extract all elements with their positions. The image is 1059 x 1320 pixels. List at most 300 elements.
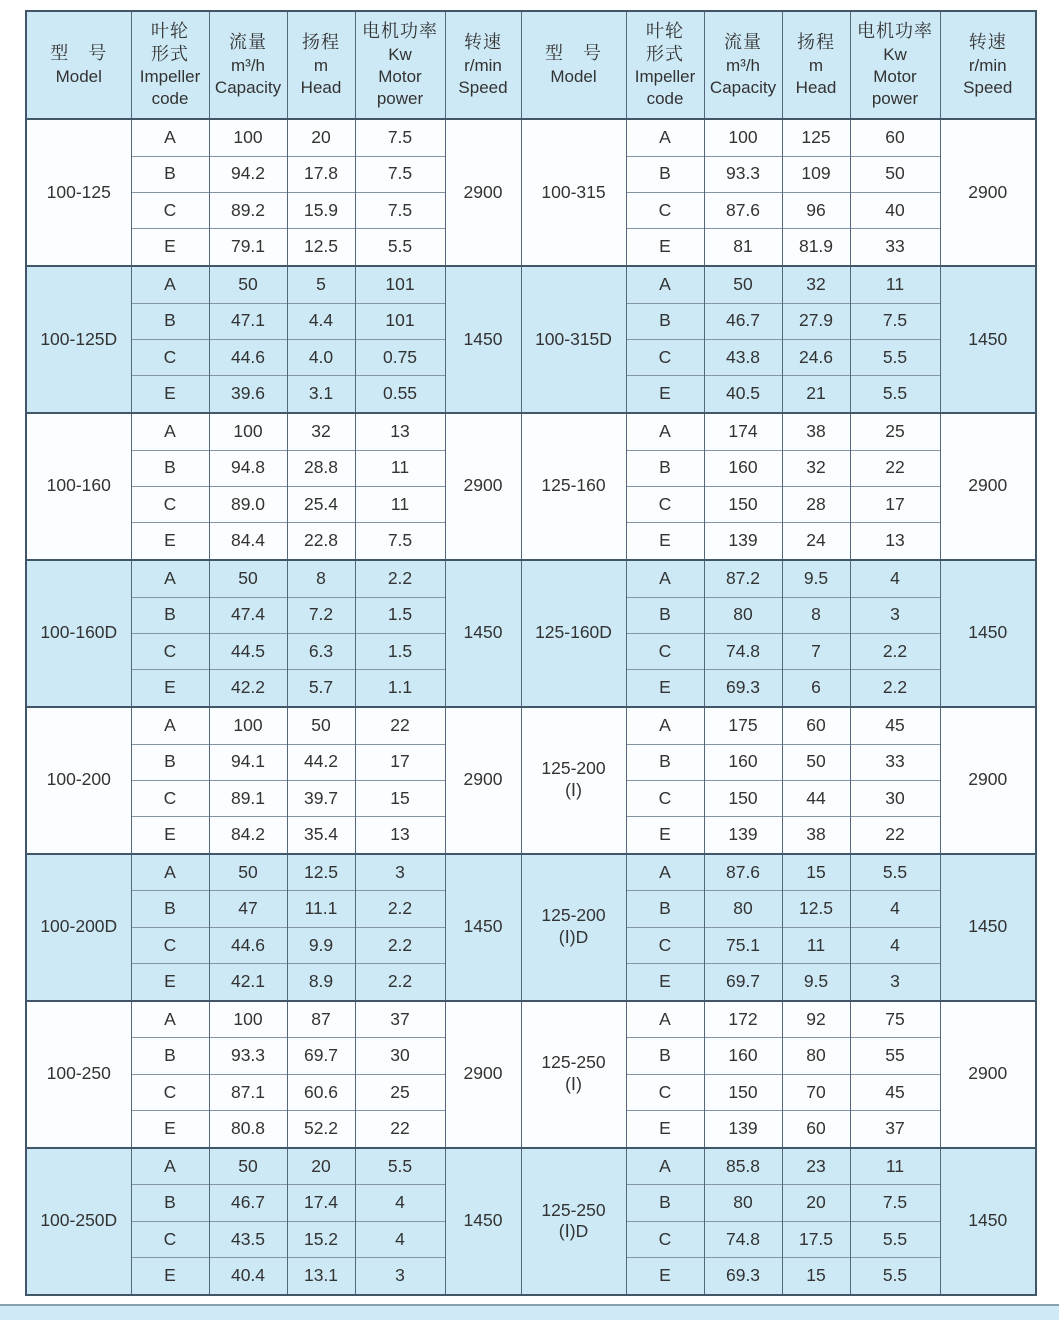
header-label-en: Motor <box>873 66 917 86</box>
capacity-cell: 50 <box>209 266 287 303</box>
impeller-code-cell: A <box>626 1001 704 1038</box>
capacity-cell: 100 <box>704 119 782 156</box>
table-row <box>26 119 1036 156</box>
motor-power-cell: 1.1 <box>355 670 445 707</box>
motor-power-cell: 45 <box>850 1074 940 1110</box>
header-label-zh: 叶轮 <box>151 20 189 41</box>
head-cell: 5 <box>287 266 355 303</box>
head-cell: 8.9 <box>287 964 355 1001</box>
head-cell: 12.5 <box>782 891 850 927</box>
motor-power-cell: 1.5 <box>355 597 445 633</box>
col-header-power <box>355 11 445 119</box>
motor-power-cell: 5.5 <box>850 376 940 413</box>
capacity-cell: 50 <box>209 854 287 891</box>
head-cell: 60 <box>782 707 850 744</box>
motor-power-cell: 11 <box>355 486 445 522</box>
head-cell: 25.4 <box>287 486 355 522</box>
capacity-cell: 80 <box>704 891 782 927</box>
model-cell <box>521 266 626 413</box>
impeller-code-cell: C <box>626 339 704 375</box>
impeller-code-cell: B <box>626 1185 704 1221</box>
model-label-line: 100-200D <box>40 916 118 937</box>
motor-power-cell: 11 <box>850 1148 940 1185</box>
impeller-code-cell: E <box>626 523 704 560</box>
motor-power-cell: 2.2 <box>355 964 445 1001</box>
motor-power-cell: 33 <box>850 744 940 780</box>
head-cell: 12.5 <box>287 854 355 891</box>
motor-power-cell: 30 <box>355 1038 445 1074</box>
capacity-cell: 89.1 <box>209 780 287 816</box>
impeller-code-cell: A <box>131 413 209 450</box>
head-cell: 21 <box>782 376 850 413</box>
model-cell <box>521 560 626 707</box>
model-cell <box>26 1001 131 1148</box>
head-cell: 44 <box>782 780 850 816</box>
speed-cell: 1450 <box>445 560 521 707</box>
header-label-en: Impeller <box>634 67 696 87</box>
impeller-code-cell: C <box>626 1221 704 1257</box>
motor-power-cell: 7.5 <box>850 303 940 339</box>
capacity-cell: 139 <box>704 523 782 560</box>
header-label-en: Head <box>300 77 342 97</box>
speed-cell: 2900 <box>445 413 521 560</box>
motor-power-cell: 50 <box>850 156 940 192</box>
head-cell: 81.9 <box>782 229 850 266</box>
capacity-cell: 174 <box>704 413 782 450</box>
motor-power-cell: 25 <box>355 1074 445 1110</box>
model-label-line: 100-160D <box>40 622 118 643</box>
capacity-cell: 160 <box>704 744 782 780</box>
capacity-cell: 94.1 <box>209 744 287 780</box>
motor-power-cell: 4 <box>850 927 940 963</box>
motor-power-cell: 17 <box>355 744 445 780</box>
motor-power-cell: 22 <box>850 817 940 854</box>
head-cell: 24 <box>782 523 850 560</box>
impeller-code-cell: A <box>626 119 704 156</box>
header-label-en: code <box>151 89 189 109</box>
header-label-zh: 扬程 <box>302 32 340 53</box>
head-cell: 52.2 <box>287 1111 355 1148</box>
head-cell: 60.6 <box>287 1074 355 1110</box>
model-cell <box>26 266 131 413</box>
motor-power-cell: 15 <box>355 780 445 816</box>
capacity-cell: 47 <box>209 891 287 927</box>
head-cell: 23 <box>782 1148 850 1185</box>
capacity-cell: 89.0 <box>209 486 287 522</box>
impeller-code-cell: E <box>626 964 704 1001</box>
impeller-code-cell: A <box>626 707 704 744</box>
head-cell: 38 <box>782 413 850 450</box>
capacity-cell: 175 <box>704 707 782 744</box>
motor-power-cell: 37 <box>355 1001 445 1038</box>
head-cell: 44.2 <box>287 744 355 780</box>
motor-power-cell: 5.5 <box>850 1258 940 1295</box>
capacity-cell: 172 <box>704 1001 782 1038</box>
head-cell: 17.4 <box>287 1185 355 1221</box>
impeller-code-cell: E <box>626 1111 704 1148</box>
impeller-code-cell: C <box>131 1074 209 1110</box>
motor-power-cell: 7.5 <box>355 192 445 228</box>
motor-power-cell: 1.5 <box>355 633 445 669</box>
header-label-zh: 流量 <box>229 32 267 53</box>
header-label-en: r/min <box>464 55 502 75</box>
capacity-cell: 160 <box>704 450 782 486</box>
capacity-cell: 80 <box>704 597 782 633</box>
model-label-line: 125-250 <box>541 1052 606 1073</box>
motor-power-cell: 11 <box>850 266 940 303</box>
capacity-cell: 84.4 <box>209 523 287 560</box>
impeller-code-cell: A <box>131 707 209 744</box>
impeller-code-cell: A <box>131 1001 209 1038</box>
model-label-line: (Ⅰ)D <box>558 1221 589 1242</box>
motor-power-cell: 2.2 <box>355 927 445 963</box>
speed-cell: 2900 <box>445 1001 521 1148</box>
impeller-code-cell: A <box>131 1148 209 1185</box>
head-cell: 22.8 <box>287 523 355 560</box>
header-label-en: Kw <box>883 44 907 64</box>
motor-power-cell: 7.5 <box>850 1185 940 1221</box>
header-label-en: m <box>808 55 824 75</box>
header-label-en: Head <box>795 77 837 97</box>
header-label-en: m³/h <box>231 55 265 75</box>
head-cell: 9.5 <box>782 964 850 1001</box>
impeller-code-cell: E <box>131 376 209 413</box>
header-label-zh: 叶轮 <box>646 20 684 41</box>
capacity-cell: 47.1 <box>209 303 287 339</box>
head-cell: 32 <box>782 266 850 303</box>
header-label-zh: 扬程 <box>797 32 835 53</box>
head-cell: 3.1 <box>287 376 355 413</box>
motor-power-cell: 3 <box>355 854 445 891</box>
head-cell: 70 <box>782 1074 850 1110</box>
impeller-code-cell: B <box>131 1185 209 1221</box>
impeller-code-cell: A <box>626 266 704 303</box>
capacity-cell: 39.6 <box>209 376 287 413</box>
impeller-code-cell: B <box>626 303 704 339</box>
table-row <box>26 413 1036 450</box>
impeller-code-cell: B <box>131 891 209 927</box>
model-label-line: 125-200 <box>541 905 606 926</box>
capacity-cell: 139 <box>704 1111 782 1148</box>
motor-power-cell: 25 <box>850 413 940 450</box>
motor-power-cell: 7.5 <box>355 119 445 156</box>
head-cell: 87 <box>287 1001 355 1038</box>
header-label-zh: 型 号 <box>50 43 108 64</box>
head-cell: 13.1 <box>287 1258 355 1295</box>
capacity-cell: 40.5 <box>704 376 782 413</box>
impeller-code-cell: C <box>131 486 209 522</box>
capacity-cell: 89.2 <box>209 192 287 228</box>
head-cell: 4.4 <box>287 303 355 339</box>
head-cell: 12.5 <box>287 229 355 266</box>
model-cell <box>521 1001 626 1148</box>
impeller-code-cell: A <box>131 119 209 156</box>
impeller-code-cell: B <box>626 156 704 192</box>
motor-power-cell: 45 <box>850 707 940 744</box>
motor-power-cell: 4 <box>850 891 940 927</box>
impeller-code-cell: E <box>626 817 704 854</box>
model-label-line: 100-160 <box>46 475 111 496</box>
capacity-cell: 93.3 <box>209 1038 287 1074</box>
motor-power-cell: 37 <box>850 1111 940 1148</box>
motor-power-cell: 13 <box>355 817 445 854</box>
motor-power-cell: 3 <box>850 964 940 1001</box>
impeller-code-cell: C <box>131 1221 209 1257</box>
impeller-code-cell: B <box>626 1038 704 1074</box>
model-label-line: 100-125D <box>40 328 118 349</box>
model-cell <box>26 119 131 266</box>
impeller-code-cell: B <box>131 156 209 192</box>
capacity-cell: 69.7 <box>704 964 782 1001</box>
head-cell: 38 <box>782 817 850 854</box>
motor-power-cell: 5.5 <box>355 229 445 266</box>
capacity-cell: 84.2 <box>209 817 287 854</box>
capacity-cell: 43.8 <box>704 339 782 375</box>
motor-power-cell: 40 <box>850 192 940 228</box>
motor-power-cell: 2.2 <box>355 891 445 927</box>
capacity-cell: 50 <box>209 560 287 597</box>
capacity-cell: 87.1 <box>209 1074 287 1110</box>
head-cell: 92 <box>782 1001 850 1038</box>
motor-power-cell: 0.75 <box>355 339 445 375</box>
capacity-cell: 81 <box>704 229 782 266</box>
motor-power-cell: 30 <box>850 780 940 816</box>
impeller-code-cell: B <box>626 450 704 486</box>
impeller-code-cell: E <box>131 670 209 707</box>
head-cell: 15.2 <box>287 1221 355 1257</box>
footer-divider-bar <box>0 1304 1059 1320</box>
table-row <box>26 707 1036 744</box>
model-cell <box>521 854 626 1001</box>
head-cell: 15.9 <box>287 192 355 228</box>
head-cell: 11.1 <box>287 891 355 927</box>
capacity-cell: 80 <box>704 1185 782 1221</box>
model-label-line: 100-250 <box>46 1063 111 1084</box>
col-header-head <box>287 11 355 119</box>
speed-cell: 1450 <box>940 1148 1036 1295</box>
speed-cell: 1450 <box>445 266 521 413</box>
motor-power-cell: 5.5 <box>850 339 940 375</box>
impeller-code-cell: A <box>626 413 704 450</box>
impeller-code-cell: B <box>626 597 704 633</box>
motor-power-cell: 2.2 <box>850 633 940 669</box>
header-label-en: Capacity <box>214 77 282 97</box>
impeller-code-cell: E <box>626 1258 704 1295</box>
speed-cell: 2900 <box>940 1001 1036 1148</box>
motor-power-cell: 55 <box>850 1038 940 1074</box>
motor-power-cell: 13 <box>850 523 940 560</box>
head-cell: 15 <box>782 854 850 891</box>
col-header-power <box>850 11 940 119</box>
model-label-line: (Ⅰ)D <box>558 927 589 948</box>
capacity-cell: 93.3 <box>704 156 782 192</box>
capacity-cell: 100 <box>209 413 287 450</box>
model-label-line: 100-315 <box>541 181 606 202</box>
model-cell <box>521 119 626 266</box>
motor-power-cell: 60 <box>850 119 940 156</box>
motor-power-cell: 13 <box>355 413 445 450</box>
col-header-model <box>521 11 626 119</box>
speed-cell: 1450 <box>940 266 1036 413</box>
motor-power-cell: 4 <box>850 560 940 597</box>
head-cell: 5.7 <box>287 670 355 707</box>
impeller-code-cell: E <box>626 229 704 266</box>
capacity-cell: 94.8 <box>209 450 287 486</box>
header-label-zh: 电机功率 <box>857 21 933 42</box>
head-cell: 69.7 <box>287 1038 355 1074</box>
impeller-code-cell: B <box>131 744 209 780</box>
capacity-cell: 44.5 <box>209 633 287 669</box>
impeller-code-cell: A <box>626 854 704 891</box>
col-header-speed <box>940 11 1036 119</box>
header-label-en: Model <box>550 66 597 86</box>
motor-power-cell: 5.5 <box>850 1221 940 1257</box>
motor-power-cell: 101 <box>355 303 445 339</box>
head-cell: 125 <box>782 119 850 156</box>
head-cell: 6 <box>782 670 850 707</box>
model-label-line: 100-250D <box>40 1210 118 1231</box>
table-header <box>26 11 1036 119</box>
head-cell: 32 <box>287 413 355 450</box>
head-cell: 20 <box>782 1185 850 1221</box>
col-header-capacity <box>704 11 782 119</box>
capacity-cell: 69.3 <box>704 1258 782 1295</box>
speed-cell: 2900 <box>445 707 521 854</box>
speed-cell: 2900 <box>940 413 1036 560</box>
motor-power-cell: 7.5 <box>355 156 445 192</box>
capacity-cell: 87.6 <box>704 854 782 891</box>
capacity-cell: 94.2 <box>209 156 287 192</box>
head-cell: 32 <box>782 450 850 486</box>
impeller-code-cell: B <box>131 450 209 486</box>
capacity-cell: 100 <box>209 1001 287 1038</box>
col-header-speed <box>445 11 521 119</box>
head-cell: 20 <box>287 119 355 156</box>
motor-power-cell: 5.5 <box>355 1148 445 1185</box>
head-cell: 15 <box>782 1258 850 1295</box>
col-header-head <box>782 11 850 119</box>
capacity-cell: 42.2 <box>209 670 287 707</box>
capacity-cell: 43.5 <box>209 1221 287 1257</box>
impeller-code-cell: A <box>131 854 209 891</box>
model-label-line: 125-200 <box>541 758 606 779</box>
model-cell <box>521 413 626 560</box>
capacity-cell: 46.7 <box>704 303 782 339</box>
motor-power-cell: 17 <box>850 486 940 522</box>
table-row <box>26 854 1036 891</box>
table-row <box>26 266 1036 303</box>
motor-power-cell: 101 <box>355 266 445 303</box>
table-row <box>26 1148 1036 1185</box>
motor-power-cell: 4 <box>355 1185 445 1221</box>
motor-power-cell: 11 <box>355 450 445 486</box>
col-header-capacity <box>209 11 287 119</box>
capacity-cell: 69.3 <box>704 670 782 707</box>
impeller-code-cell: E <box>626 670 704 707</box>
capacity-cell: 44.6 <box>209 339 287 375</box>
capacity-cell: 100 <box>209 707 287 744</box>
motor-power-cell: 3 <box>850 597 940 633</box>
head-cell: 7 <box>782 633 850 669</box>
motor-power-cell: 4 <box>355 1221 445 1257</box>
impeller-code-cell: E <box>131 1111 209 1148</box>
impeller-code-cell: E <box>131 964 209 1001</box>
head-cell: 96 <box>782 192 850 228</box>
model-label-line: 100-200 <box>46 769 111 790</box>
head-cell: 9.9 <box>287 927 355 963</box>
header-label-en: Motor <box>378 66 422 86</box>
capacity-cell: 150 <box>704 1074 782 1110</box>
impeller-code-cell: C <box>131 339 209 375</box>
head-cell: 9.5 <box>782 560 850 597</box>
pump-spec-table-container <box>25 10 1037 1296</box>
model-cell <box>26 854 131 1001</box>
capacity-cell: 139 <box>704 817 782 854</box>
impeller-code-cell: C <box>131 780 209 816</box>
motor-power-cell: 22 <box>355 707 445 744</box>
impeller-code-cell: C <box>131 192 209 228</box>
capacity-cell: 50 <box>704 266 782 303</box>
model-cell <box>26 1148 131 1295</box>
capacity-cell: 150 <box>704 486 782 522</box>
table-row <box>26 1001 1036 1038</box>
impeller-code-cell: B <box>131 597 209 633</box>
model-label-line: (Ⅰ) <box>565 780 582 801</box>
motor-power-cell: 75 <box>850 1001 940 1038</box>
head-cell: 39.7 <box>287 780 355 816</box>
head-cell: 17.5 <box>782 1221 850 1257</box>
header-label-zh: 流量 <box>724 32 762 53</box>
header-label-en: Kw <box>388 44 412 64</box>
impeller-code-cell: A <box>131 266 209 303</box>
model-cell <box>26 560 131 707</box>
capacity-cell: 50 <box>209 1148 287 1185</box>
speed-cell: 2900 <box>940 119 1036 266</box>
impeller-code-cell: C <box>626 192 704 228</box>
impeller-code-cell: E <box>131 1258 209 1295</box>
head-cell: 20 <box>287 1148 355 1185</box>
impeller-code-cell: B <box>131 303 209 339</box>
head-cell: 17.8 <box>287 156 355 192</box>
head-cell: 28 <box>782 486 850 522</box>
motor-power-cell: 22 <box>355 1111 445 1148</box>
speed-cell: 1450 <box>940 854 1036 1001</box>
speed-cell: 1450 <box>445 854 521 1001</box>
capacity-cell: 87.6 <box>704 192 782 228</box>
head-cell: 24.6 <box>782 339 850 375</box>
head-cell: 6.3 <box>287 633 355 669</box>
motor-power-cell: 5.5 <box>850 854 940 891</box>
impeller-code-cell: A <box>131 560 209 597</box>
impeller-code-cell: E <box>131 817 209 854</box>
impeller-code-cell: C <box>626 486 704 522</box>
head-cell: 11 <box>782 927 850 963</box>
header-label-en: Capacity <box>709 77 777 97</box>
header-label-en: Model <box>55 66 102 86</box>
capacity-cell: 40.4 <box>209 1258 287 1295</box>
impeller-code-cell: B <box>626 744 704 780</box>
impeller-code-cell: C <box>626 633 704 669</box>
col-header-model <box>26 11 131 119</box>
impeller-code-cell: E <box>131 229 209 266</box>
head-cell: 4.0 <box>287 339 355 375</box>
capacity-cell: 160 <box>704 1038 782 1074</box>
capacity-cell: 74.8 <box>704 633 782 669</box>
header-label-zh: 形式 <box>646 43 684 64</box>
head-cell: 8 <box>287 560 355 597</box>
impeller-code-cell: E <box>131 523 209 560</box>
motor-power-cell: 3 <box>355 1258 445 1295</box>
